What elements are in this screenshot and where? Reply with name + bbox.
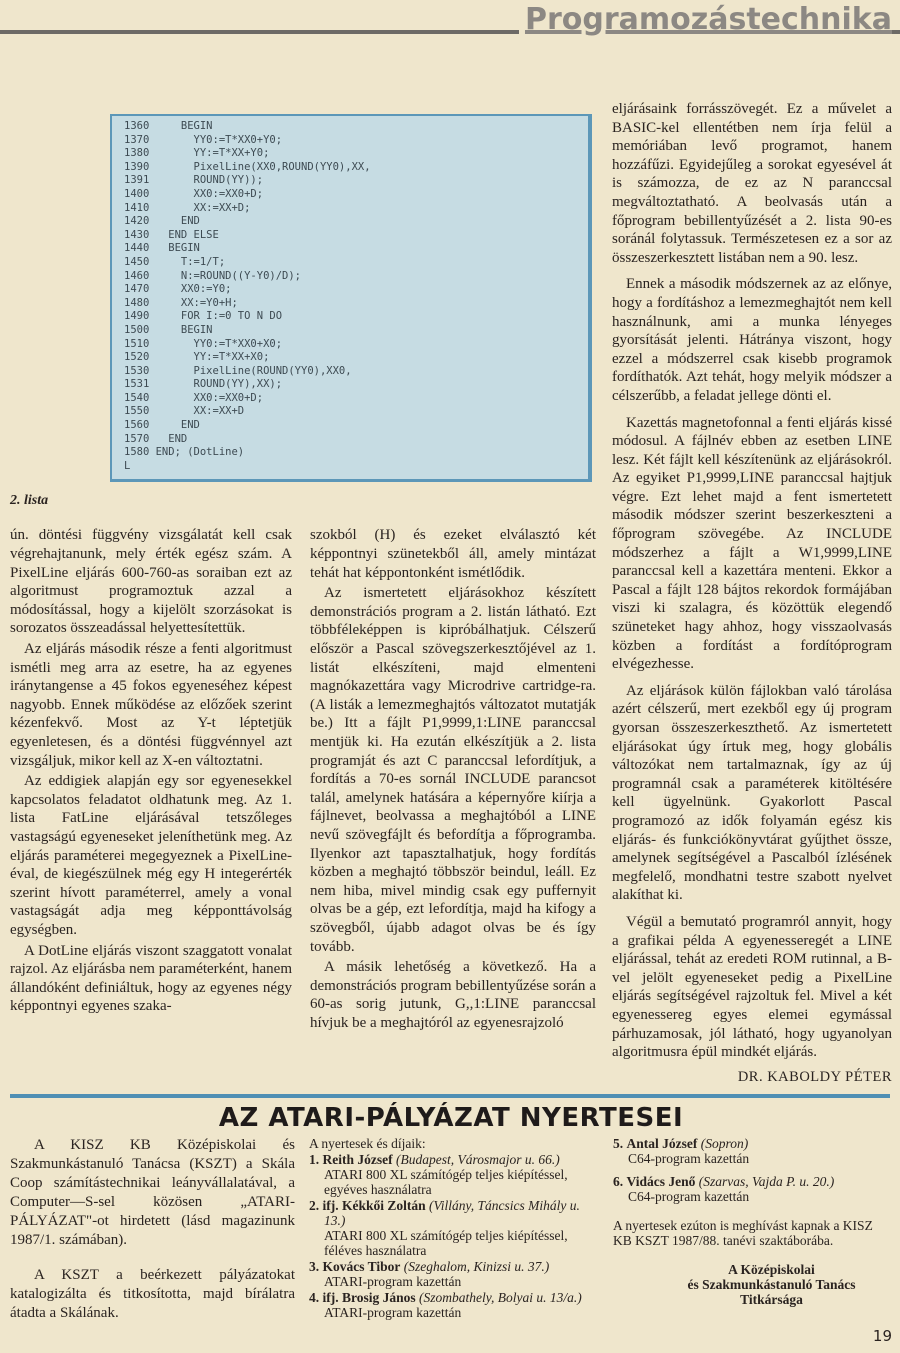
winner-entry [309,1290,599,1320]
signature-line: Titkársága [740,1291,803,1307]
article-columns [10,526,596,1032]
code-line: 1530 PixelLine(ROUND(YY0),XX0, [124,364,352,377]
winner-entry [309,1152,599,1197]
code-line: 1440 BEGIN [124,242,200,255]
winner-number: 4. [309,1289,320,1305]
article-paragraph: Az eddigiek alapján egy sor egyenesekkel kapcsolatos feladatot oldhatunk meg. Az 1. lista FatLine eljárásával tetszőleges vastagságú egyeneseket jeleníthetünk meg. Az eljárás paraméterei megegyeznek a PixelLine-éval, de kiegészülnek még egy H integerérték szerint hívott paraméterrel, amely a vonal vastagságát adja meg képponttávolság egységben. [10,773,292,938]
winners-note: A nyertesek ezúton is meghívást kapnak a KISZ KB KSZT 1987/88. tanévi szaktáborába. [613,1217,873,1248]
announcement [10,1136,892,1323]
winner-address: (Sopron) [700,1135,749,1151]
winners-intro: A nyertesek és díjaik: [309,1135,426,1151]
announcement-paragraph: A KSZT a beérkezett pályázatokat katalogizálta és titkosította, majd bírálatra átadta a Skálának. [10,1266,295,1321]
code-line: 1391 ROUND(YY)); [124,174,264,187]
winners-group [309,1152,599,1320]
article-paragraph: Az ismertetett eljárásokhoz készített demonstrációs program a 2. listán látható. Ezt többféleképpen is kipróbálhatjuk. Célszerű először a Pascal szövegszerkesztőjével az 1. listát elkészíteni, majd elmenteni magnókazettára vagy Microdrive cartridge-ra. (A listák a lemezmeghajtós változatot mutatják be.) Itt a fájlt P1,9999,1:LINE paranccsal mentjük ki. Ha ezután elkészítjük a 2. lista programját és azt C paranccsal lefordítjuk, a fordítás a 70-es sornál INCLUDE parancsot talál, amelynek hatására a képernyőre kiírja a fájlnevet, beolvassa a meghajtóból a LINE nevű szövegfájlt és befordítja a főprogramba. Ilyenkor azt tapasztalhatjuk, hogy fordítás közben a meghajtó többször beindul, leáll. Ez nem hiba, mivel mindig csak egy puffernyit olvas be a gép, ezt lefordítja, majd ha kifogy a szövegből, újabb adagot olvas be és így tovább. [310,585,596,955]
code-line: 1560 END [124,419,200,432]
code-line: 1480 XX:=Y0+H; [124,296,238,309]
article-column-right-text [612,100,892,1062]
announcement-intro [10,1136,295,1323]
winner-address: (Budapest, Városmajor u. 66.) [395,1151,560,1167]
article-paragraph: Ennek a második módszernek az az előnye, hogy a fordításhoz a lemezmeghajtót nem kell használnunk, ami a munka lényeges gyorsítását jelenti. Hátránya viszont, hogy ezzel a módszerrel csak kisebb programok fordíthatók. Azt tehát, hogy melyik módszer a célszerűbb, a feladat jellege dönti el. [612,276,892,404]
winner-number: 3. [309,1258,320,1274]
winner-address: (Szombathely, Bolyai u. 13/a.) [419,1289,582,1305]
signature [653,1262,890,1307]
article-paragraph: szokból (H) és ezeket elválasztó két képpontnyi szünetekből áll, amely mintázat tehát hat képpontonként ismétlődik. [310,527,596,581]
winner-name: Vidács Jenő [626,1173,696,1189]
winner-name: Kovács Tibor [322,1258,401,1274]
code-line: 1500 BEGIN [124,323,213,336]
announcement-paragraph: A KISZ KB Középiskolai és Szakmunkástanuló Tanácsa (KSZT) a Skála Coop számítástechnikai leányvállalatával, a Computer—S-sel közösen „ATARI-PÁLYÁZAT"-ot hirdetett (lásd magazinunk 1987/1. számában). [10,1136,295,1248]
author: DR. KABOLDY PÉTER [737,1068,892,1085]
code-line: 1460 N:=ROUND((Y-Y0)/D); [124,269,302,282]
code-line: 1540 XX0:=XX0+D; [124,391,264,404]
winner-entry [613,1136,890,1166]
article-paragraph: Kazettás magnetofonnal a fenti eljárás kissé módosul. A fájlnév ebben az esetben LINE lesz. Két fájlt kell készítenünk az eljárásokról. Az egyiket P1,9999,LINE paranccsal hajtjuk végre. Ezt lehet majd a fent ismertetett második módszer szerint beszerkeszteni a főprogram szövegébe. Az INCLUDE módszerhez a fájlt a W1,9999,LINE paranccsal kell a kazettára menteni. Ekkor a Pascal a fájlt 128 bájtos rekordok formájában viszi ki szalagra, és közöttük elegendő szüneteket hagy ahhoz, hogy visszaolvasás közben a fordítást a fordítóprogram elvégezhesse. [612,414,892,673]
article-column-right [612,100,892,1086]
code-line: 1510 YY0:=T*XX0+X0; [124,337,283,350]
article-column-left [10,526,292,1032]
code-line: 1400 XX0:=XX0+D; [124,187,264,200]
winner-entry [309,1198,599,1258]
page-header [10,0,892,44]
winner-name: Antal József [626,1135,698,1151]
winner-number: 1. [309,1151,320,1167]
code-line: 1380 YY:=T*XX+Y0; [124,147,270,160]
listing-caption: 2. lista [10,493,49,509]
winner-name: ifj. Kékkői Zoltán [322,1197,426,1213]
article-paragraph: eljárásaink forrásszövegét. Ez a művelet a BASIC-kel ellentétben nem írja felül a memóriában levő programot, hanem hozzáfűzi. Egyidejűleg a sorokat egyesével át is számozza, de ez az N paranccsal megváltoztatható. A beolvasás után a főprogram bebillentyűzését a 2. lista 90-es soránál folytassuk. Természetesen ez a sor az összeszerkesztett listában nem a 90. lesz. [612,101,892,266]
code-text [124,120,576,473]
winners-group [613,1136,890,1204]
article-paragraph: ún. döntési függvény vizsgálatát kell csak végrehajtanunk, mely érték egész szám. A PixelLine eljárás 600-760-as soraiban ezt az algoritmust programoztuk azzal a módosítással, hogy a kijelölt szorzásokat is sorozatos összeadással helyettesítettük. [10,527,292,637]
signature-line: A Középiskolai [728,1261,815,1277]
signature-line: és Szakmunkástanuló Tanács [687,1276,856,1292]
winners-list-continued [613,1136,890,1307]
article-paragraph: Végül a bemutató programról annyit, hogy a grafikai példa A egyenesseregét a LINE eljárással, tehát az eredeti ROM rutinnal, a B-vel jelölt egyeneseket pedig a PixelLine eljárás segítségével rajzoltuk fel. Mivel a két egyenessereg egyes elemei egymással párhuzamosak, jól látható, hogy ugyanolyan algoritmusra épül mindkét eljárás. [612,913,892,1061]
article-paragraph: Az eljárások külön fájlokban való tárolása azért célszerű, mert ezekből egy új program gyorsan összeszerkeszthető. Az ismertetett eljárásokat úgy írtuk meg, hogy globális változókat nem tartalmaznak, így az új programnál csak a paraméterek kitöltésére kell ügyelnünk. Gyakorlott Pascal programozó az idők folyamán egész kis eljárás- és funkciókönyvtárat gyűjthet össze, amelynek segítségével a Pascalból ízlésének megfelelő, mondhatni testre szabott nyelvet alakíthat ki. [612,682,892,904]
article-paragraph: A másik lehetőség a következő. Ha a demonstrációs program bebillentyűzése során a 60-as sorig jutunk, G,,1:LINE paranccsal hívjuk be a meghajtóról az egyenesrajzoló [310,959,596,1031]
winner-address: (Szarvas, Vajda P. u. 20.) [698,1173,835,1189]
code-line: 1570 END [124,432,188,445]
section-divider [10,1094,890,1098]
article-left-area [10,100,596,1032]
code-line: L [124,459,131,472]
article-column-middle [310,526,596,1032]
code-line: 1420 END [124,215,200,228]
winner-entry [613,1174,890,1204]
code-line: 1370 YY0:=T*XX0+Y0; [124,133,283,146]
code-line: 1430 END ELSE [124,228,219,241]
code-line: 1360 BEGIN [124,120,213,132]
winner-address: (Szeghalom, Kinizsi u. 37.) [403,1258,550,1274]
winner-name: Reith József [322,1151,393,1167]
winner-number: 2. [309,1197,320,1213]
winner-prize: C64-program kazettán [628,1150,750,1166]
article-paragraph: Az eljárás második része a fenti algoritmust ismétli meg arra az esetre, ha az egyenes iránytangense a 45 fokos egyeneséhez képest nagyobb. Ennek működése az előzőek szerint kézenfekvő. Most az Y-t léptetjük egyenletesen, és a döntési függvénnyel azt vizsgáljuk, mikor kell az X-en változtatni. [10,641,292,769]
winner-address: (Villány, Táncsics Mihály u. 13.) [324,1197,580,1228]
winner-name: ifj. Brosig János [322,1289,416,1305]
code-line: 1520 YY:=T*XX+X0; [124,351,270,364]
section-title: Programozástechnika [519,2,892,38]
article [10,100,892,1086]
code-line: 1470 XX0:=Y0; [124,283,232,296]
code-listing [110,114,592,482]
article-paragraph: A DotLine eljárás viszont szaggatott vonalat rajzol. Az eljárásba nem paraméterként, hanem állandóként definiáltuk, hogy az egyenes négy képpontnyi egyenes szaka- [10,942,292,1015]
winner-prize: ATARI 800 XL számítógép teljes kiépítéssel, egyéves használatra [324,1166,568,1197]
code-line: 1580 END; (DotLine) [124,446,245,459]
code-line: 1410 XX:=XX+D; [124,201,251,214]
winner-number: 5. [613,1135,624,1151]
winner-prize: ATARI-program kazettán [324,1304,462,1320]
page-number: 19 [872,1326,892,1345]
code-line: 1550 XX:=XX+D [124,405,245,418]
winners-list [309,1136,599,1321]
code-line: 1390 PixelLine(XX0,ROUND(YY0),XX, [124,160,371,173]
winner-number: 6. [613,1173,624,1189]
code-line: 1450 T:=1/T; [124,255,226,268]
code-line: 1490 FOR I:=0 TO N DO [124,310,283,323]
code-line: 1531 ROUND(YY),XX); [124,378,283,391]
winner-prize: ATARI-program kazettán [324,1273,462,1289]
winner-prize: ATARI 800 XL számítógép teljes kiépítéssel, féléves használatra [324,1227,568,1258]
announcement-headline: AZ ATARI-PÁLYÁZAT NYERTESEI [218,1102,684,1133]
winner-entry [309,1259,599,1289]
winner-prize: C64-program kazettán [628,1188,750,1204]
